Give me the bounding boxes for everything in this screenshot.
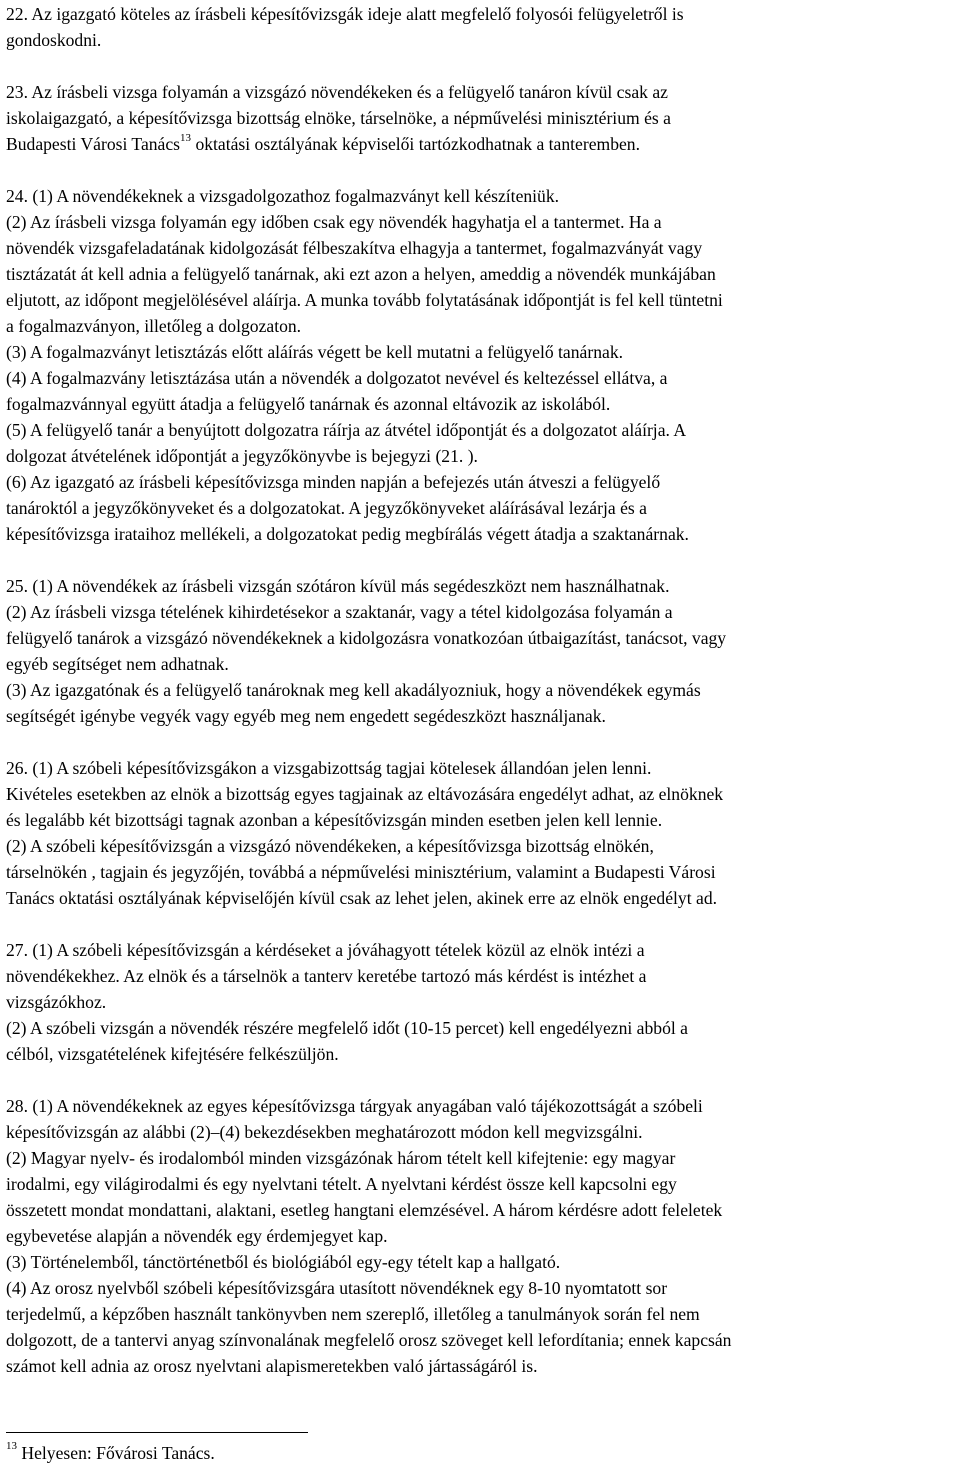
text-line: Tanács oktatási osztályának képviselőjén kívül csak az lehet jelen, akinek erre az elnök engedélyt ad.: [6, 888, 718, 908]
text-line: eljutott, az időpont megjelölésével aláírja. A munka tovább folytatásának időpontját is fel kell tüntetni: [6, 290, 723, 310]
footnote-separator: [6, 1432, 308, 1433]
text-line-with-footnote: [6, 131, 954, 157]
text-line: 25. (1) A növendékek az írásbeli vizsgán szótáron kívül más segédeszközt nem használhatnak.: [6, 576, 670, 596]
text-line: dolgozat átvételének időpontját a jegyzőkönyvbe is bejegyzi (21. ).: [6, 446, 478, 466]
text-line: (3) Az igazgatónak és a felügyelő tanároknak meg kell akadályozniuk, hogy a növendékek egymás: [6, 680, 701, 700]
text-line: 23. Az írásbeli vizsga folyamán a vizsgázó növendékeken és a felügyelő tanáron kívül csak az: [6, 82, 668, 102]
text-line: (2) Az írásbeli vizsga folyamán egy időben csak egy növendék hagyhatja el a tantermet. Ha a: [6, 212, 662, 232]
text-line: (3) Történelemből, tánctörténetből és biológiából egy-egy tételt kap a hallgató.: [6, 1252, 561, 1272]
section-24: [6, 183, 954, 547]
text-line: tanároktól a jegyzőkönyveket és a dolgozatokat. A jegyzőkönyveket aláírásával lezárja és a: [6, 498, 647, 518]
section-22: [6, 1, 954, 53]
section-26: [6, 755, 954, 911]
text-line: 22. Az igazgató köteles az írásbeli képesítővizsgák ideje alatt megfelelő folyosói felügyeletről is: [6, 4, 684, 24]
text-line: (2) A szóbeli vizsgán a növendék részére megfelelő időt (10-15 percet) kell engedélyezni abból a: [6, 1018, 688, 1038]
text-fragment: oktatási osztályának képviselői tartózkodhatnak a tanteremben.: [195, 134, 641, 154]
text-line: (6) Az igazgató az írásbeli képesítővizsga minden napján a befejezés után átveszi a felügyelő: [6, 472, 661, 492]
text-line: és legalább két bizottsági tagnak azonban a képesítővizsgán minden esetben jelen kell lennie.: [6, 810, 663, 830]
text-line: egybevetése alapján a növendék egy érdemjegyet kap.: [6, 1226, 388, 1246]
section-27: [6, 937, 954, 1067]
text-line: 24. (1) A növendékeknek a vizsgadolgozathoz fogalmazványt kell készíteniük.: [6, 186, 560, 206]
footnote-text: Helyesen: Fővárosi Tanács.: [21, 1443, 215, 1463]
text-line: iskolaigazgató, a képesítővizsga bizottság elnöke, társelnöke, a népművelési minisztérium és a: [6, 108, 671, 128]
text-line: (2) A szóbeli képesítővizsgán a vizsgázó növendékeken, a képesítővizsga bizottság elnökén,: [6, 836, 654, 856]
text-line: képesítővizsgán az alábbi (2)–(4) bekezdésekben meghatározott módon kell megvizsgálni.: [6, 1122, 643, 1142]
text-line: számot kell adnia az orosz nyelvtani alapismeretekben való jártasságáról is.: [6, 1356, 538, 1376]
text-line: 27. (1) A szóbeli képesítővizsgán a kérdéseket a jóváhagyott tételek közül az elnök intézi a: [6, 940, 645, 960]
footnote-number: 13: [6, 1440, 17, 1453]
text-line: (4) Az orosz nyelvből szóbeli képesítővizsgára utasított növendéknek egy 8-10 nyomtatott sor: [6, 1278, 668, 1298]
text-line: 28. (1) A növendékeknek az egyes képesítővizsga tárgyak anyagában való tájékozottságát a szóbeli: [6, 1096, 703, 1116]
text-line: (4) A fogalmazvány letisztázása után a növendék a dolgozatot nevével és keltezéssel ellátva, a: [6, 368, 668, 388]
text-line: a fogalmazványon, illetőleg a dolgozaton.: [6, 316, 302, 336]
text-line: képesítővizsga irataihoz mellékeli, a dolgozatokat pedig megbírálás végett átadja a szaktanárnak.: [6, 524, 689, 544]
text-line: (2) Az írásbeli vizsga tételének kihirdetésekor a szaktanár, vagy a tétel kidolgozása folyamán a: [6, 602, 673, 622]
footnote: [6, 1440, 954, 1466]
section-23: [6, 79, 954, 157]
text-line: növendékekhez. Az elnök és a társelnök a tanterv keretébe tartozó más kérdést is intézhet a: [6, 966, 647, 986]
section-28: [6, 1093, 954, 1379]
text-line: gondoskodni.: [6, 30, 102, 50]
text-line: társelnökén , tagjain és jegyzőjén, továbbá a népművelési minisztérium, valamint a Budapesti Városi: [6, 862, 716, 882]
text-line: (2) Magyar nyelv- és irodalomból minden vizsgázónak három tételt kell kifejtenie: egy magyar: [6, 1148, 676, 1168]
text-line: vizsgázókhoz.: [6, 992, 107, 1012]
footnote-reference[interactable]: 13: [180, 132, 192, 145]
text-line: felügyelő tanárok a vizsgázó növendékeknek a kidolgozásra vonatkozóan útbaigazítást, tanácsot, vagy: [6, 628, 727, 648]
text-line: dolgozott, de a tantervi anyag színvonalának megfelelő orosz szöveget kell lefordítania; ennek kapcsán: [6, 1330, 732, 1350]
text-fragment: Budapesti Városi Tanács: [6, 134, 181, 154]
text-line: fogalmazvánnyal együtt átadja a felügyelő tanárnak és azonnal eltávozik az iskolából.: [6, 394, 611, 414]
text-line: Kivételes esetekben az elnök a bizottság egyes tagjainak az eltávozására engedélyt adhat, az elnöknek: [6, 784, 724, 804]
text-line: segítségét igénybe vegyék vagy egyéb meg nem engedett segédeszközt használjanak.: [6, 706, 606, 726]
section-25: [6, 573, 954, 729]
text-line: (3) A fogalmazványt letisztázás előtt aláírás végett be kell mutatni a felügyelő tanárnak.: [6, 342, 624, 362]
text-line: terjedelmű, a képzőben használt tankönyvben nem szereplő, illetőleg a tanulmányok során fel nem: [6, 1304, 700, 1324]
text-line: irodalmi, egy világirodalmi és egy nyelvtani tételt. A nyelvtani kérdést össze kell kapcsolni egy: [6, 1174, 677, 1194]
text-line: célból, vizsgatételének kifejtésére felkészüljön.: [6, 1044, 339, 1064]
text-line: tisztázatát át kell adnia a felügyelő tanárnak, aki ezt azon a helyen, ameddig a növendék munkájában: [6, 264, 716, 284]
text-line: 26. (1) A szóbeli képesítővizsgákon a vizsgabizottság tagjai kötelesek állandóan jelen lenni.: [6, 758, 652, 778]
document-body: [6, 1, 954, 1393]
text-line: összetett mondat mondattani, alaktani, esetleg hangtani elemzésével. A három kérdésre adott feleletek: [6, 1200, 723, 1220]
text-line: növendék vizsgafeladatának kidolgozását félbeszakítva elhagyja a tantermet, fogalmazványát vagy: [6, 238, 703, 258]
text-line: (5) A felügyelő tanár a benyújtott dolgozatra ráírja az átvétel időpontját és a dolgozatot aláírja. A: [6, 420, 687, 440]
text-line: egyéb segítséget nem adhatnak.: [6, 654, 229, 674]
